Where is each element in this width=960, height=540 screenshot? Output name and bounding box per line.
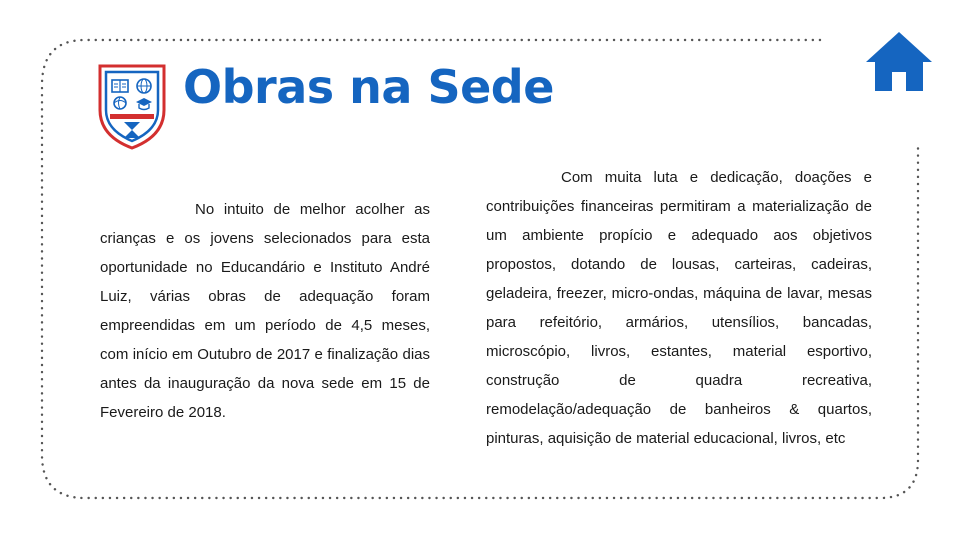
institution-shield-logo	[96, 58, 168, 150]
home-button[interactable]	[864, 28, 934, 94]
page-title: Obras na Sede	[183, 60, 554, 114]
home-icon	[864, 28, 934, 94]
right-paragraph: Com muita luta e dedicação, doações e contribuições financeiras permitiram a materialização de um ambiente propício e adequado aos objetivos propostos, dotando de lousas, carteiras, cadeiras, geladeira, freezer, micro-ondas, máquina de lavar, mesas para refeitório, armários, utensílios, bancadas, microscópio, livros, estantes, material esportivo, construção de quadra recreativa, remodelação/adequação de banheiros & quartos, pinturas, aquisição de material educacional, livros, etc	[486, 169, 872, 447]
left-paragraph: No intuito de melhor acolher as crianças e os jovens selecionados para esta oportunidade no Educandário e Instituto André Luiz, várias obras de adequação foram empreendidas em um período de 4,5 meses, com início em Outubro de 2017 e finalização dias antes da inauguração da nova sede em 15 de Fevereiro de 2018.	[100, 201, 430, 421]
